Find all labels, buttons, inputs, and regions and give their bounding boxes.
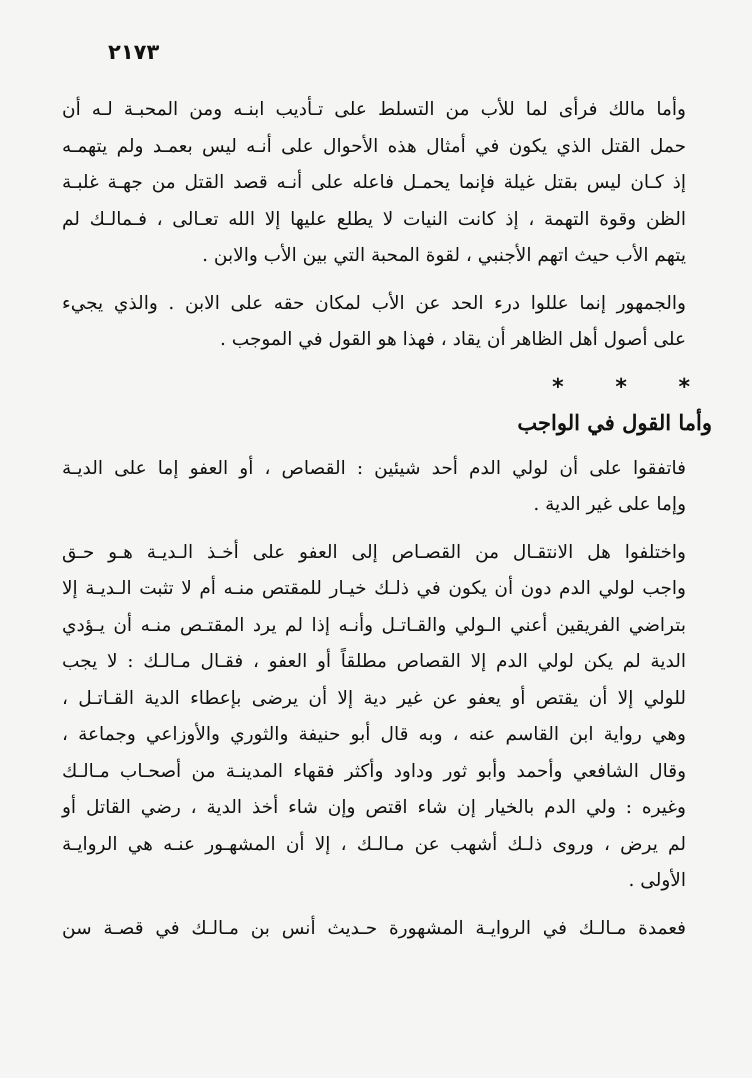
text-line: الدية لم يكن لولي الدم إلا القصاص مطلقاً أو العفو ، فقـال مـالـك : لا يجب	[62, 651, 686, 672]
text-line: فاتفقوا على أن لولي الدم أحد شيئين : القصاص ، أو العفو إما على الديـة	[62, 457, 686, 479]
text-line: الظن وقوة التهمة ، إذ كانت النيات لا يطلع عليها إلا الله تعـالى ، فـمالـك لم	[62, 208, 686, 230]
text-line: واجب لولي الدم دون أن يكون في ذلـك خيـار للمقتص منـه أم لا تثبت الـديـة إلا	[62, 578, 686, 599]
page-number: ٢١٧٣	[108, 40, 160, 64]
section-separator: * * *	[552, 374, 712, 400]
text-line: وقال الشافعي وأحمد وأبو ثور وداود وأكثر فقهاء المدينـة من أصحـاب مـالـك	[62, 760, 686, 782]
text-line: والجمهور إنما عللوا درء الحد عن الأب لمكان حقه على الابن . والذي يجيء	[62, 292, 686, 314]
text-line: لم يرض ، وروى ذلـك أشهب عن مـالـك ، إلا أن المشهـور عنـه هي الروايـة	[62, 833, 686, 855]
body-text	[62, 92, 712, 958]
text-line: للولي إلا أن يقتص أو يعفو عن غير دية إلا أن يرضى بإعطاء الدية القـاتـل ،	[62, 687, 686, 709]
text-line: وإما على غير الدية .	[533, 494, 686, 515]
text-line: إذ كـان ليس بقتل غيلة فإنما يحمـل فاعله على أنـه قصد القتل من جهـة غلبـة	[62, 172, 686, 193]
text-line: على أصول أهل الظاهر أن يقاد ، فهذا هو القول في الموجب .	[220, 329, 686, 350]
text-line: يتهم الأب حيث اتهم الأجنبي ، لقوة المحبة التي بين الأب والابن .	[202, 245, 686, 266]
section-heading: وأما القول في الواجب	[517, 409, 712, 435]
paragraph	[62, 911, 712, 948]
text-line: الأولى .	[628, 870, 686, 891]
paragraph	[62, 286, 712, 359]
text-line: واختلفوا هل الانتقـال من القصـاص إلى العفو على أخـذ الـديـة هـو حـق	[62, 541, 686, 563]
text-line: بتراضي الفريقين أعني الـولي والقـاتـل وأنـه إذا لم يرد المقتـص منـه أن يـؤدي	[62, 614, 686, 636]
text-line: وغيره : ولي الدم بالخيار إن شاء اقتص وإن شاء أخذ الدية ، رضي القاتل أو	[62, 797, 686, 818]
text-line: فعمدة مـالـك في الروايـة المشهورة حـديث أنس بن مـالـك في قصـة سن	[62, 917, 686, 939]
text-line: حمل القتل الذي يكون في أمثال هذه الأحوال على أنـه ليس بعمـد ولم يتهمـه	[62, 135, 686, 157]
paragraph	[62, 451, 712, 524]
text-line: وأما مالك فرأى لما للأب من التسلط على تـأديب ابنـه ومن المحبـة لـه أن	[62, 99, 686, 120]
paragraph	[62, 535, 712, 900]
paragraph	[62, 92, 712, 275]
text-line: وهي رواية ابن القاسم عنه ، وبه قال أبو حنيفة والثوري والأوزاعي وجماعة ،	[62, 724, 686, 745]
